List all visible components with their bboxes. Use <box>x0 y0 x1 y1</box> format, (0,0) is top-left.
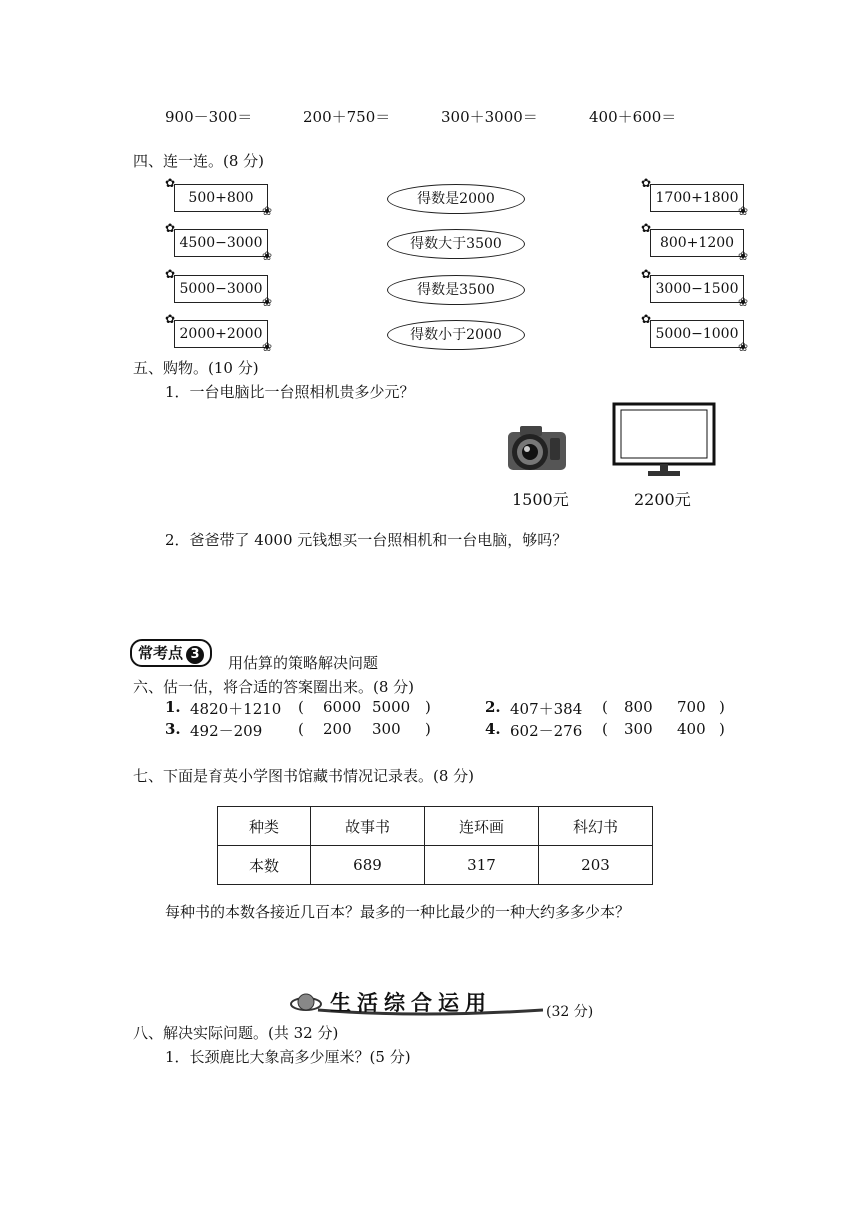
flower-icon: ❀ <box>262 249 273 263</box>
key-point-label: 常考点 <box>138 644 184 662</box>
butterfly-icon: ✿ <box>165 267 176 281</box>
item-number: 2. <box>485 698 501 716</box>
camera-price: 1500元 <box>512 490 569 509</box>
oval-3: 得数是3500 <box>387 275 525 305</box>
item-number: 1. <box>165 698 181 716</box>
flower-icon: ❀ <box>262 295 273 309</box>
butterfly-icon: ✿ <box>641 312 652 326</box>
flower-icon: ❀ <box>738 295 749 309</box>
q6-title: 六、估一估，将合适的答案圈出来。(8 分) <box>133 678 415 696</box>
q4-title: 四、连一连。(8 分) <box>133 152 265 170</box>
paren-close: ) <box>425 720 431 738</box>
table-cell: 317 <box>425 846 539 885</box>
left-box-1: 500+800 <box>174 184 268 212</box>
table-cell: 203 <box>539 846 653 885</box>
q7-title: 七、下面是育英小学图书馆藏书情况记录表。(8 分) <box>133 767 475 785</box>
camera-icon <box>504 422 570 474</box>
left-box-3: 5000−3000 <box>174 275 268 303</box>
option-b[interactable]: 400 <box>677 720 706 738</box>
table-header: 故事书 <box>311 807 425 846</box>
item-expression: 407＋384 <box>510 700 583 718</box>
option-b[interactable]: 5000 <box>372 698 411 716</box>
q5-question-1: 1．一台电脑比一台照相机贵多少元？ <box>165 383 415 401</box>
item-expression: 602－276 <box>510 722 583 740</box>
paren-close: ) <box>719 698 725 716</box>
option-a[interactable]: 300 <box>624 720 653 738</box>
flower-icon: ❀ <box>738 204 749 218</box>
item-number: 3. <box>165 720 181 738</box>
paren-open: ( <box>298 698 304 716</box>
butterfly-icon: ✿ <box>165 221 176 235</box>
table-cell: 本数 <box>218 846 311 885</box>
oval-1: 得数是2000 <box>387 184 525 214</box>
table-row <box>218 846 653 885</box>
key-point-badge <box>130 639 212 667</box>
flower-icon: ❀ <box>262 204 273 218</box>
calc-3: 300＋3000＝ <box>441 108 538 126</box>
calc-1: 900－300＝ <box>165 108 253 126</box>
oval-4: 得数小于2000 <box>387 320 525 350</box>
monitor-icon <box>612 402 716 480</box>
q7-question: 每种书的本数各接近几百本？最多的一种比最少的一种大约多多少本？ <box>165 903 631 921</box>
right-box-1: 1700+1800 <box>650 184 744 212</box>
right-box-3: 3000−1500 <box>650 275 744 303</box>
table-header: 种类 <box>218 807 311 846</box>
option-a[interactable]: 6000 <box>323 698 362 716</box>
item-expression: 4820＋1210 <box>190 700 282 718</box>
item-expression: 492－209 <box>190 722 263 740</box>
left-box-2: 4500−3000 <box>174 229 268 257</box>
q5-title: 五、购物。(10 分) <box>133 359 259 377</box>
table-header: 连环画 <box>425 807 539 846</box>
butterfly-icon: ✿ <box>641 221 652 235</box>
computer-price: 2200元 <box>634 490 691 509</box>
books-table <box>217 806 653 885</box>
section-title: 生活综合运用 <box>330 991 492 1015</box>
option-b[interactable]: 300 <box>372 720 401 738</box>
butterfly-icon: ✿ <box>641 176 652 190</box>
butterfly-icon: ✿ <box>641 267 652 281</box>
table-cell: 689 <box>311 846 425 885</box>
left-box-4: 2000+2000 <box>174 320 268 348</box>
key-point-title: 用估算的策略解决问题 <box>228 654 379 672</box>
paren-close: ) <box>425 698 431 716</box>
section-score: (32 分) <box>546 1004 594 1020</box>
calc-4: 400＋600＝ <box>589 108 677 126</box>
paren-close: ) <box>719 720 725 738</box>
q8-question-1: 1．长颈鹿比大象高多少厘米？(5 分) <box>165 1048 411 1066</box>
paren-open: ( <box>602 720 608 738</box>
paren-open: ( <box>298 720 304 738</box>
table-header-row <box>218 807 653 846</box>
item-number: 4. <box>485 720 501 738</box>
right-box-2: 800+1200 <box>650 229 744 257</box>
option-a[interactable]: 800 <box>624 698 653 716</box>
key-point-number: 3 <box>186 646 204 664</box>
flower-icon: ❀ <box>738 340 749 354</box>
butterfly-icon: ✿ <box>165 312 176 326</box>
butterfly-icon: ✿ <box>165 176 176 190</box>
q5-question-2: 2．爸爸带了 4000 元钱想买一台照相机和一台电脑，够吗？ <box>165 531 568 549</box>
table-header: 科幻书 <box>539 807 653 846</box>
q8-title: 八、解决实际问题。(共 32 分) <box>133 1024 339 1042</box>
oval-2: 得数大于3500 <box>387 229 525 259</box>
option-a[interactable]: 200 <box>323 720 352 738</box>
paren-open: ( <box>602 698 608 716</box>
calc-2: 200＋750＝ <box>303 108 391 126</box>
option-b[interactable]: 700 <box>677 698 706 716</box>
flower-icon: ❀ <box>262 340 273 354</box>
flower-icon: ❀ <box>738 249 749 263</box>
right-box-4: 5000−1000 <box>650 320 744 348</box>
